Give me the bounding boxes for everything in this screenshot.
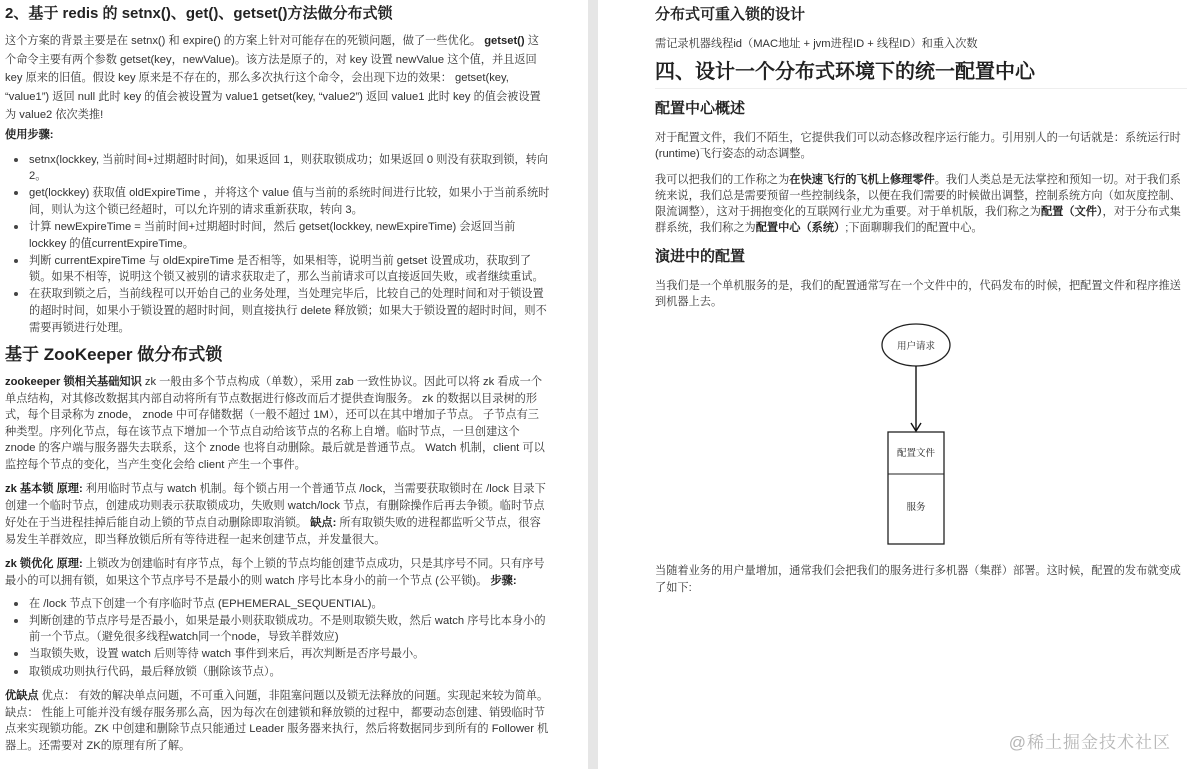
zk-steps-list — [5, 596, 550, 680]
text: 这个命令主要有两个参数 getset(key，newValue)。该方法是原子的，对 key 设置 newValue 这个值，并且返回 key 原来的旧值。假设 key 原来是不存在的，那么多次执行这个命令，会出现下边的效果： getset(key, “value1”) 返回 null 此时 key 的值会被设置为 value1 getset(key, “value2”) 返回 value1 此时 key 的值会被设置为 value2 依次类推! — [5, 35, 541, 122]
text: 上锁改为创建临时有序节点，每个上锁的节点均能创建节点成功，只是其序号不同。只有序号最小的可以拥有锁，如果这个节点序号不是最小的则 watch 序号比本身小的前一个节点 (公平锁)。 — [5, 557, 545, 587]
overview-paragraph: 对于配置文件，我们不陌生，它提供我们可以动态修改程序运行能力。引用别人的一句话就是：系统运行时(runtime)飞行姿态的动态调整。 — [655, 131, 1181, 161]
work-paragraph — [655, 172, 1187, 236]
bold-text: zk 基本锁 原理: — [5, 482, 83, 495]
bold-text: 步骤: — [490, 574, 517, 587]
left-page — [0, 0, 588, 769]
cluster-paragraph: 当随着业务的用户量增加，通常我们会把我们的服务进行多机器（集群）部署。这时候，配置的发布就变成了如下: — [655, 564, 1181, 594]
list-item: 当取锁失败，设置 watch 后则等待 watch 事件到来后，再次判断是否序号最小。 — [5, 646, 550, 663]
bold-text: 使用步骤: — [5, 128, 54, 141]
text: ，对于分布式集群系统，我们称之为 — [655, 205, 1181, 234]
redis-intro-paragraph — [5, 32, 550, 125]
heading-reentrant-lock: 分布式可重入锁的设计 — [655, 6, 806, 23]
text: ;下面聊聊我们的配置中心。 — [845, 221, 983, 234]
bold-text: 配置（文件） — [1040, 205, 1103, 218]
heading-config-evolution: 演进中的配置 — [655, 247, 746, 265]
right-page-content — [655, 5, 1187, 596]
list-item: 判断创建的节点序号是否最小，如果是最小则获取锁成功。不是则取锁失败，然后 watch 序号比本身小的前一个节点。（避免很多线程watch同一个node，导致羊群效应) — [5, 613, 550, 646]
watermark: @稀土掘金技术社区 — [1008, 733, 1171, 752]
config-diagram — [868, 319, 968, 549]
left-page-content — [5, 4, 550, 755]
bold-text: zk 锁优化 原理: — [5, 557, 83, 570]
heading-config-center: 四、设计一个分布式环境下的统一配置中心 — [655, 60, 1035, 83]
list-item: 判断 currentExpireTime 与 oldExpireTime 是否相等，如果相等，说明当前 getset 设置成功，获取到了锁。如果不相等，说明这个锁又被别的请求获取走了，那么当前请求可以直接返回失败，或者继续重试。 — [5, 253, 550, 286]
bold-text: getset() — [484, 35, 525, 47]
text: 利用临时节点与 watch 机制。每个锁占用一个普通节点 /lock，当需要获取锁时在 /lock 目录下创建一个临时节点，创建成功则表示获取锁成功，失败则 watch/lock 节点，有删除操作后再去争锁。临时节点好处在于当进程挂掉后能自动上锁的节点自动删除即取消锁。 — [5, 482, 546, 529]
heading-underline — [655, 88, 1187, 89]
steps-label — [5, 127, 550, 144]
right-page — [598, 0, 1193, 769]
text: 优点： 有效的解决单点问题，不可重入问题，非阻塞问题以及锁无法释放的问题。实现起来较为简单。 缺点： 性能上可能并没有缓存服务那么高，因为每次在创建锁和释放锁的过程中，都要动态创建、销毁临时节点来实现锁功能。ZK 中创建和删除节点只能通过 Leader 服务器来执行，然后将数据同步到所有的 Follower 机器上。还需要对 ZK的原理有所了解。 — [5, 690, 549, 752]
bold-text: 优缺点 — [5, 690, 39, 703]
reentrant-paragraph: 需记录机器线程id（MAC地址 + jvm进程ID + 线程ID）和重入次数 — [655, 38, 978, 50]
bold-text: 缺点: — [310, 516, 337, 529]
zk-basics-paragraph — [5, 374, 550, 474]
zk-optimized-lock-paragraph — [5, 556, 550, 590]
heading-zookeeper-lock: 基于 ZooKeeper 做分布式锁 — [5, 345, 223, 365]
list-item: 计算 newExpireTime = 当前时间+过期超时时间，然后 getset(lockkey, newExpireTime) 会返回当前 lockkey 的值currentExpireTime。 — [5, 219, 550, 252]
bold-text: zookeeper 锁相关基础知识 — [5, 376, 142, 389]
text: 我可以把我们的工作称之为 — [655, 173, 790, 186]
bold-text: 在快速飞行的飞机上修理零件 — [789, 173, 935, 186]
service-label: 服务 — [906, 501, 926, 513]
page-divider — [588, 0, 598, 769]
text: 这个方案的背景主要是在 setnx() 和 expire() 的方案上针对可能存在的死锁问题，做了一些优化。 — [5, 35, 485, 47]
list-item: 取锁成功则执行代码，最后释放锁（删除该节点）。 — [5, 664, 550, 681]
config-file-label: 配置文件 — [896, 447, 936, 459]
redis-steps-list — [5, 152, 550, 337]
heading-redis-lock: 2、基于 redis 的 setnx()、get()、getset()方法做分布式锁 — [5, 5, 393, 22]
text: zk 一般由多个节点构成（单数），采用 zab 一致性协议。因此可以将 zk 看成一个单点结构，对其修改数据其内部自动将所有节点数据进行修改而后才提供查询服务。 zk 的数据以目录树的形式，每个目录称为 znode， znode 中可存储数据（一般不超过 1M），还可以在其中增加子节点。 子节点有三种类型。序列化节点，每在该节点下增加一个节点自动给该节点的名称上自增。临时节点，一旦创建这个 znode 的客户端与服务器失去联系，这个 znode 也将自动删除。最后就是普通节点。 Watch 机制，client 可以监控每个节点的变化，当产生变化会给 client 产生一个事件。 — [5, 376, 545, 472]
zk-basic-lock-paragraph — [5, 481, 550, 549]
heading-config-overview: 配置中心概述 — [655, 99, 746, 117]
list-item: setnx(lockkey, 当前时间+过期超时时间)，如果返回 1，则获取锁成功；如果返回 0 则没有获取到锁，转向 2。 — [5, 152, 550, 185]
single-service-paragraph: 当我们是一个单机服务的是，我们的配置通常写在一个文件中的，代码发布的时候，把配置文件和程序推送到机器上去。 — [655, 279, 1181, 309]
bold-text: 配置中心（系统） — [755, 221, 846, 234]
list-item: 在 /lock 节点下创建一个有序临时节点 (EPHEMERAL_SEQUENTIAL)。 — [5, 596, 550, 613]
list-item: get(lockkey) 获取值 oldExpireTime ，并将这个 value 值与当前的系统时间进行比较，如果小于当前系统时间，则认为这个锁已经超时，可以允许别的请求重新获取，转向 3。 — [5, 185, 550, 218]
list-item: 在获取到锁之后，当前线程可以开始自己的业务处理，当处理完毕后，比较自己的处理时间和对于锁设置的超时时间，如果小于锁设置的超时时间，则直接执行 delete 释放锁；如果大于锁设置的超时时间，则不需要再锁进行处理。 — [5, 286, 550, 336]
pros-cons-paragraph — [5, 688, 550, 754]
text: 所有取锁失败的进程都监听父节点，很容易发生羊群效应，即当释放锁后所有等待进程一起来创建节点，并发量很大。 — [5, 516, 541, 546]
text: 。我们人类总是无法掌控和预知一切。对于我们系统来说，我们总是需要预留一些控制线条，以便在我们需要的时候做出调整，控制系统方向（如灰度控制、限流调整），这对于拥抱变化的互联网行业尤为重要。对于单机版，我们称之为 — [655, 173, 1181, 218]
user-request-label: 用户请求 — [896, 340, 936, 352]
